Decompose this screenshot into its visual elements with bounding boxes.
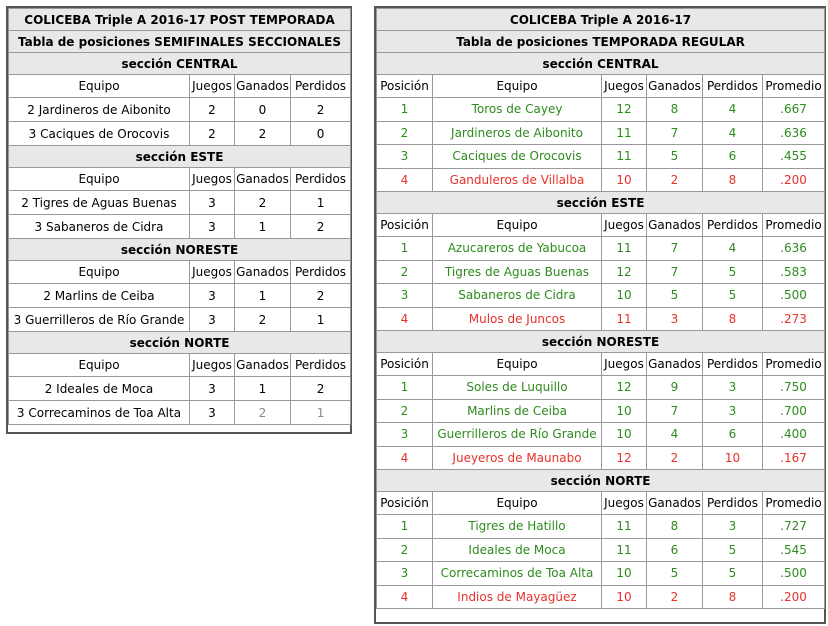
column-header-promedio: Promedio (763, 75, 825, 98)
column-header-perdidos: Perdidos (291, 354, 351, 377)
cell-ganados: 7 (647, 260, 703, 284)
section-name: sección ESTE (9, 146, 351, 168)
cell-perdidos: 3 (703, 376, 763, 400)
cell-promedio: .400 (763, 423, 825, 447)
regular-season-standings-table (376, 8, 825, 609)
cell-juegos: 12 (602, 376, 647, 400)
cell-perdidos: 10 (703, 446, 763, 470)
table-row (9, 215, 351, 239)
cell-equipo: Ganduleros de Villalba (433, 168, 602, 192)
cell-juegos: 11 (602, 515, 647, 539)
column-header-juegos: Juegos (190, 354, 235, 377)
column-header-perdidos: Perdidos (291, 261, 351, 284)
column-header-equipo: Equipo (433, 353, 602, 376)
cell-juegos: 3 (190, 284, 235, 308)
table-subtitle: Tabla de posiciones TEMPORADA REGULAR (377, 31, 825, 53)
table-row (377, 515, 825, 539)
table-row (377, 260, 825, 284)
cell-promedio: .273 (763, 307, 825, 331)
table-row (377, 399, 825, 423)
table-row (9, 284, 351, 308)
cell-equipo: 3 Guerrilleros de Río Grande (9, 308, 190, 332)
cell-equipo: 2 Ideales de Moca (9, 377, 190, 401)
section-header-row (9, 53, 351, 75)
column-header-row (377, 214, 825, 237)
cell-perdidos: 1 (291, 308, 351, 332)
column-header-row (377, 75, 825, 98)
column-header-equipo: Equipo (9, 261, 190, 284)
cell-equipo: 2 Jardineros de Aibonito (9, 98, 190, 122)
cell-equipo: Azucareros de Yabucoa (433, 237, 602, 261)
table-row (377, 585, 825, 609)
cell-promedio: .500 (763, 562, 825, 586)
cell-equipo: Ideales de Moca (433, 538, 602, 562)
section-name: sección NORTE (377, 470, 825, 492)
column-header-juegos: Juegos (602, 214, 647, 237)
column-header-juegos: Juegos (190, 168, 235, 191)
section-header-row (377, 53, 825, 75)
cell-perdidos: 8 (703, 168, 763, 192)
cell-ganados: 7 (647, 121, 703, 145)
cell-equipo: Marlins de Ceiba (433, 399, 602, 423)
cell-pos: 1 (377, 237, 433, 261)
column-header-ganados: Ganados (235, 261, 291, 284)
section-name: sección CENTRAL (377, 53, 825, 75)
cell-perdidos: 2 (291, 215, 351, 239)
cell-perdidos: 2 (291, 377, 351, 401)
cell-promedio: .500 (763, 284, 825, 308)
cell-juegos: 3 (190, 191, 235, 215)
section-header-row (377, 470, 825, 492)
table-subtitle: Tabla de posiciones SEMIFINALES SECCIONALES (9, 31, 351, 53)
cell-ganados: 4 (647, 423, 703, 447)
cell-juegos: 11 (602, 145, 647, 169)
cell-ganados: 5 (647, 562, 703, 586)
section-header-row (9, 332, 351, 354)
cell-equipo: Soles de Luquillo (433, 376, 602, 400)
section-name: sección NORESTE (377, 331, 825, 353)
table-row (377, 562, 825, 586)
cell-juegos: 3 (190, 401, 235, 425)
column-header-perdidos: Perdidos (291, 75, 351, 98)
cell-ganados: 7 (647, 399, 703, 423)
column-header-row (9, 168, 351, 191)
cell-pos: 4 (377, 585, 433, 609)
cell-promedio: .455 (763, 145, 825, 169)
cell-promedio: .200 (763, 168, 825, 192)
table-subtitle-row (9, 31, 351, 53)
cell-ganados: 2 (647, 446, 703, 470)
cell-equipo: 2 Marlins de Ceiba (9, 284, 190, 308)
cell-ganados: 9 (647, 376, 703, 400)
cell-pos: 3 (377, 423, 433, 447)
column-header-equipo: Equipo (433, 75, 602, 98)
column-header-equipo: Equipo (9, 354, 190, 377)
cell-pos: 4 (377, 446, 433, 470)
column-header-juegos: Juegos (602, 353, 647, 376)
cell-perdidos: 1 (291, 401, 351, 425)
cell-pos: 1 (377, 98, 433, 122)
table-row (9, 98, 351, 122)
column-header-equipo: Equipo (9, 75, 190, 98)
cell-equipo: Sabaneros de Cidra (433, 284, 602, 308)
column-header-juegos: Juegos (190, 261, 235, 284)
column-header-perdidos: Perdidos (703, 492, 763, 515)
section-name: sección CENTRAL (9, 53, 351, 75)
cell-equipo: Jardineros de Aibonito (433, 121, 602, 145)
cell-perdidos: 6 (703, 145, 763, 169)
column-header-perdidos: Perdidos (703, 353, 763, 376)
column-header-ganados: Ganados (235, 168, 291, 191)
cell-equipo: Tigres de Aguas Buenas (433, 260, 602, 284)
postseason-standings-panel (6, 6, 352, 434)
table-title: COLICEBA Triple A 2016-17 (377, 9, 825, 31)
cell-juegos: 12 (602, 260, 647, 284)
cell-perdidos: 2 (291, 98, 351, 122)
cell-promedio: .727 (763, 515, 825, 539)
cell-pos: 1 (377, 376, 433, 400)
postseason-standings-table (8, 8, 351, 425)
cell-juegos: 11 (602, 237, 647, 261)
table-title-row (377, 9, 825, 31)
regular-season-standings-panel (374, 6, 826, 624)
table-row (377, 307, 825, 331)
cell-perdidos: 5 (703, 284, 763, 308)
cell-pos: 3 (377, 284, 433, 308)
cell-pos: 4 (377, 307, 433, 331)
cell-equipo: Correcaminos de Toa Alta (433, 562, 602, 586)
cell-pos: 2 (377, 260, 433, 284)
column-header-juegos: Juegos (190, 75, 235, 98)
table-row (377, 98, 825, 122)
cell-perdidos: 8 (703, 585, 763, 609)
column-header-row (9, 261, 351, 284)
cell-perdidos: 4 (703, 98, 763, 122)
section-header-row (377, 331, 825, 353)
cell-promedio: .636 (763, 237, 825, 261)
column-header-ganados: Ganados (235, 354, 291, 377)
cell-equipo: Jueyeros de Maunabo (433, 446, 602, 470)
table-row (377, 284, 825, 308)
cell-promedio: .200 (763, 585, 825, 609)
cell-ganados: 2 (647, 168, 703, 192)
section-header-row (377, 192, 825, 214)
cell-equipo: Indios de Mayagüez (433, 585, 602, 609)
section-name: sección NORTE (9, 332, 351, 354)
cell-ganados: 8 (647, 515, 703, 539)
cell-ganados: 1 (235, 215, 291, 239)
table-row (9, 401, 351, 425)
cell-perdidos: 4 (703, 237, 763, 261)
cell-juegos: 10 (602, 168, 647, 192)
column-header-equipo: Equipo (433, 214, 602, 237)
cell-juegos: 11 (602, 307, 647, 331)
cell-perdidos: 3 (703, 399, 763, 423)
cell-ganados: 2 (235, 191, 291, 215)
table-row (9, 377, 351, 401)
column-header-ganados: Ganados (647, 214, 703, 237)
cell-pos: 2 (377, 538, 433, 562)
column-header-row (9, 354, 351, 377)
cell-equipo: Mulos de Juncos (433, 307, 602, 331)
table-title-row (9, 9, 351, 31)
cell-ganados: 1 (235, 377, 291, 401)
column-header-pos: Posición (377, 492, 433, 515)
cell-promedio: .750 (763, 376, 825, 400)
column-header-ganados: Ganados (647, 75, 703, 98)
cell-juegos: 3 (190, 215, 235, 239)
table-row (377, 376, 825, 400)
cell-juegos: 3 (190, 308, 235, 332)
section-header-row (9, 239, 351, 261)
cell-equipo: Guerrilleros de Río Grande (433, 423, 602, 447)
cell-equipo: 3 Caciques de Orocovis (9, 122, 190, 146)
column-header-juegos: Juegos (602, 492, 647, 515)
column-header-ganados: Ganados (647, 353, 703, 376)
column-header-equipo: Equipo (9, 168, 190, 191)
cell-ganados: 3 (647, 307, 703, 331)
cell-juegos: 3 (190, 377, 235, 401)
cell-perdidos: 5 (703, 538, 763, 562)
cell-perdidos: 6 (703, 423, 763, 447)
cell-ganados: 6 (647, 538, 703, 562)
cell-juegos: 12 (602, 98, 647, 122)
cell-ganados: 2 (647, 585, 703, 609)
cell-promedio: .583 (763, 260, 825, 284)
section-name: sección ESTE (377, 192, 825, 214)
cell-juegos: 11 (602, 121, 647, 145)
cell-pos: 4 (377, 168, 433, 192)
column-header-row (377, 492, 825, 515)
cell-perdidos: 5 (703, 260, 763, 284)
cell-ganados: 0 (235, 98, 291, 122)
column-header-ganados: Ganados (647, 492, 703, 515)
table-row (377, 121, 825, 145)
column-header-pos: Posición (377, 75, 433, 98)
cell-juegos: 10 (602, 284, 647, 308)
cell-pos: 3 (377, 145, 433, 169)
column-header-row (9, 75, 351, 98)
table-title: COLICEBA Triple A 2016-17 POST TEMPORADA (9, 9, 351, 31)
table-row (377, 168, 825, 192)
cell-juegos: 10 (602, 562, 647, 586)
cell-equipo: Caciques de Orocovis (433, 145, 602, 169)
cell-ganados: 2 (235, 122, 291, 146)
table-row (9, 308, 351, 332)
cell-perdidos: 5 (703, 562, 763, 586)
cell-perdidos: 4 (703, 121, 763, 145)
section-header-row (9, 146, 351, 168)
cell-perdidos: 0 (291, 122, 351, 146)
cell-juegos: 10 (602, 423, 647, 447)
cell-equipo: Tigres de Hatillo (433, 515, 602, 539)
cell-perdidos: 2 (291, 284, 351, 308)
cell-perdidos: 1 (291, 191, 351, 215)
cell-equipo: Toros de Cayey (433, 98, 602, 122)
table-row (9, 122, 351, 146)
cell-ganados: 2 (235, 308, 291, 332)
cell-juegos: 12 (602, 446, 647, 470)
cell-juegos: 2 (190, 122, 235, 146)
column-header-promedio: Promedio (763, 353, 825, 376)
table-row (9, 191, 351, 215)
table-row (377, 423, 825, 447)
cell-ganados: 5 (647, 284, 703, 308)
table-row (377, 538, 825, 562)
cell-ganados: 7 (647, 237, 703, 261)
table-subtitle-row (377, 31, 825, 53)
cell-pos: 3 (377, 562, 433, 586)
cell-juegos: 2 (190, 98, 235, 122)
column-header-pos: Posición (377, 353, 433, 376)
cell-juegos: 10 (602, 585, 647, 609)
column-header-perdidos: Perdidos (703, 75, 763, 98)
column-header-ganados: Ganados (235, 75, 291, 98)
cell-pos: 2 (377, 399, 433, 423)
column-header-row (377, 353, 825, 376)
cell-promedio: .667 (763, 98, 825, 122)
table-row (377, 446, 825, 470)
cell-ganados: 2 (235, 401, 291, 425)
section-name: sección NORESTE (9, 239, 351, 261)
cell-promedio: .167 (763, 446, 825, 470)
table-row (377, 145, 825, 169)
column-header-pos: Posición (377, 214, 433, 237)
cell-perdidos: 3 (703, 515, 763, 539)
cell-equipo: 3 Sabaneros de Cidra (9, 215, 190, 239)
cell-juegos: 10 (602, 399, 647, 423)
column-header-perdidos: Perdidos (703, 214, 763, 237)
cell-ganados: 8 (647, 98, 703, 122)
cell-juegos: 11 (602, 538, 647, 562)
cell-pos: 2 (377, 121, 433, 145)
column-header-promedio: Promedio (763, 214, 825, 237)
cell-promedio: .636 (763, 121, 825, 145)
column-header-promedio: Promedio (763, 492, 825, 515)
cell-ganados: 1 (235, 284, 291, 308)
cell-equipo: 3 Correcaminos de Toa Alta (9, 401, 190, 425)
cell-promedio: .545 (763, 538, 825, 562)
cell-perdidos: 8 (703, 307, 763, 331)
cell-ganados: 5 (647, 145, 703, 169)
table-row (377, 237, 825, 261)
column-header-equipo: Equipo (433, 492, 602, 515)
cell-promedio: .700 (763, 399, 825, 423)
cell-pos: 1 (377, 515, 433, 539)
column-header-perdidos: Perdidos (291, 168, 351, 191)
cell-equipo: 2 Tigres de Aguas Buenas (9, 191, 190, 215)
column-header-juegos: Juegos (602, 75, 647, 98)
